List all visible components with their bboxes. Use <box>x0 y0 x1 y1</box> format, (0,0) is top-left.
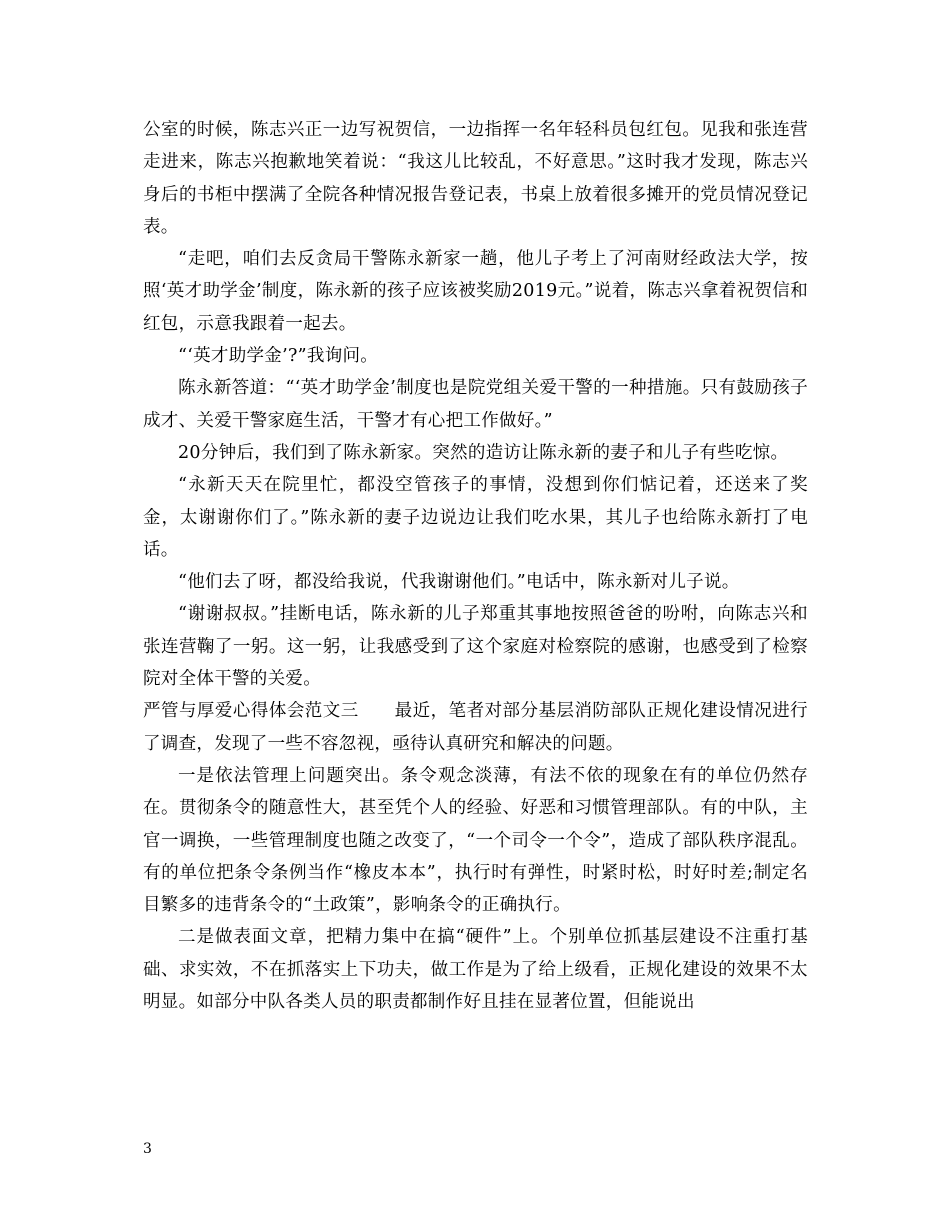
paragraph-10: 一是依法管理上问题突出。条令观念淡薄，有法不依的现象在有的单位仍然存在。贯彻条令的随意性大，甚至凭个人的经验、好恶和习惯管理部队。有的中队，主官一调换，一些管理制度也随之改变了，“一个司令一个令”，造成了部队秩序混乱。有的单位把条令条例当作“橡皮本本”，执行时有弹性，时紧时松，时好时差;制定名目繁多的违背条令的“土政策”，影响条令的正确执行。 <box>143 765 808 916</box>
paragraph-8: “谢谢叔叔。”挂断电话，陈永新的儿子郑重其事地按照爸爸的吩咐，向陈志兴和张连营鞠了一躬。这一躬，让我感受到了这个家庭对检察院的感谢，也感受到了检察院对全体干警的关爱。 <box>143 604 808 690</box>
paragraph-3: “‘英才助学金’?”我询问。 <box>178 346 379 367</box>
page-number: 3 <box>143 1141 152 1157</box>
body-text <box>143 114 808 1018</box>
paragraph-1: 公室的时候，陈志兴正一边写祝贺信，一边指挥一名年轻科员包红包。见我和张连营走进来，陈志兴抱歉地笑着说：“我这儿比较乱，不好意思。”这时我才发现，陈志兴身后的书柜中摆满了全院各种情况报告登记表，书桌上放着很多摊开的党员情况登记表。 <box>143 120 808 237</box>
paragraph-5: 20分钟后，我们到了陈永新家。突然的造访让陈永新的妻子和儿子有些吃惊。 <box>178 442 789 463</box>
paragraph-6: “永新天天在院里忙，都没空管孩子的事情，没想到你们惦记着，还送来了奖金，太谢谢你们了。”陈永新的妻子边说边让我们吃水果，其儿子也给陈永新打了电话。 <box>143 475 808 560</box>
paragraph-7: “他们去了呀，都没给我说，代我谢谢他们。”电话中，陈永新对儿子说。 <box>178 572 740 593</box>
paragraph-4: 陈永新答道：“‘英才助学金’制度也是院党组关爱干警的一种措施。只有鼓励孩子成才、关爱干警家庭生活，干警才有心把工作做好。” <box>143 378 808 431</box>
paragraph-9-section-heading: 严管与厚爱心得体会范文三 最近，笔者对部分基层消防部队正规化建设情况进行了调查，发现了一些不容忽视，亟待认真研究和解决的问题。 <box>143 701 808 754</box>
paragraph-2: “走吧，咱们去反贪局干警陈永新家一趟，他儿子考上了河南财经政法大学，按照‘英才助学金’制度，陈永新的孩子应该被奖励2019元。”说着，陈志兴拿着祝贺信和红包，示意我跟着一起去。 <box>143 249 808 334</box>
paragraph-11: 二是做表面文章，把精力集中在搞“硬件”上。个别单位抓基层建设不注重打基础、求实效，不在抓落实上下功夫，做工作是为了给上级看，正规化建设的效果不太明显。如部分中队各类人员的职责都制作好且挂在显著位置，但能说出 <box>143 927 808 1013</box>
